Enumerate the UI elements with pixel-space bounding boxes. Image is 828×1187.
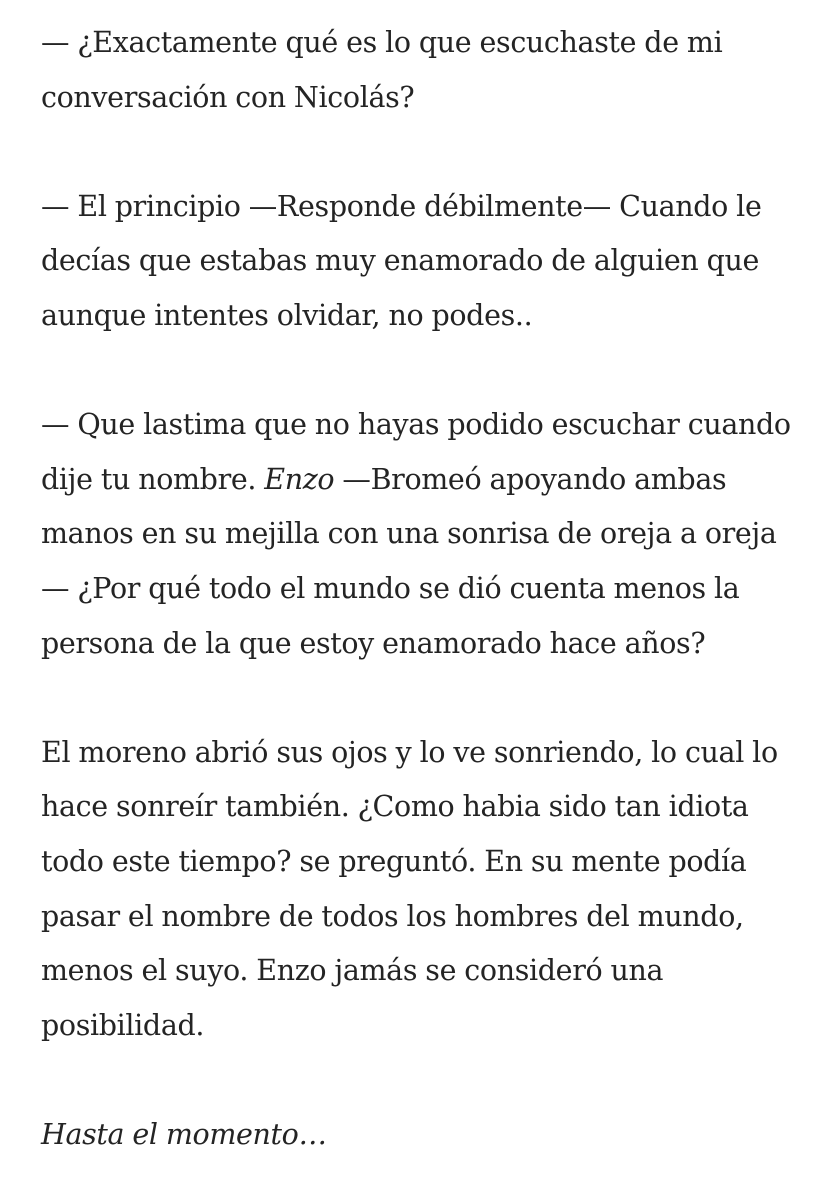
text-line: El moreno abrió sus ojos y lo ve sonriendo, lo cual lo [41,735,778,769]
paragraph-4 [41,726,808,1054]
text-line-with-emphasis [41,453,808,508]
paragraph-2 [41,180,808,344]
text-line: decías que estabas muy enamorado de alguien que [41,244,760,278]
text-line: aunque intentes olvidar, no podes.. [41,298,533,332]
paragraph-1 [41,16,808,125]
text-line: manos en su mejilla con una sonrisa de oreja a oreja [41,517,777,551]
emphasized-name: Enzo [264,462,335,496]
text-line: persona de la que estoy enamorado hace años? [41,626,706,660]
text-line: todo este tiempo? se preguntó. En su mente podía [41,844,747,878]
text-segment: —Bromeó apoyando ambas [334,462,727,496]
text-line: pasar el nombre de todos los hombres del mundo, [41,899,744,933]
text-line: posibilidad. [41,1008,205,1042]
text-line: — Que lastima que no hayas podido escuchar cuando [41,408,791,442]
closing-line [41,1108,808,1163]
text-segment: dije tu nombre. [41,462,265,496]
text-line: Hasta el momento… [41,1117,327,1151]
paragraph-3 [41,398,808,671]
text-line: hace sonreír también. ¿Como habia sido tan idiota [41,790,749,824]
text-line: — ¿Por qué todo el mundo se dió cuenta menos la [41,571,740,605]
text-line: — ¿Exactamente qué es lo que escuchaste de mi [41,26,723,59]
text-line: menos el suyo. Enzo jamás se consideró una [41,954,664,988]
text-line: conversación con Nicolás? [41,80,415,114]
text-line: — El principio —Responde débilmente— Cuando le [41,189,762,223]
